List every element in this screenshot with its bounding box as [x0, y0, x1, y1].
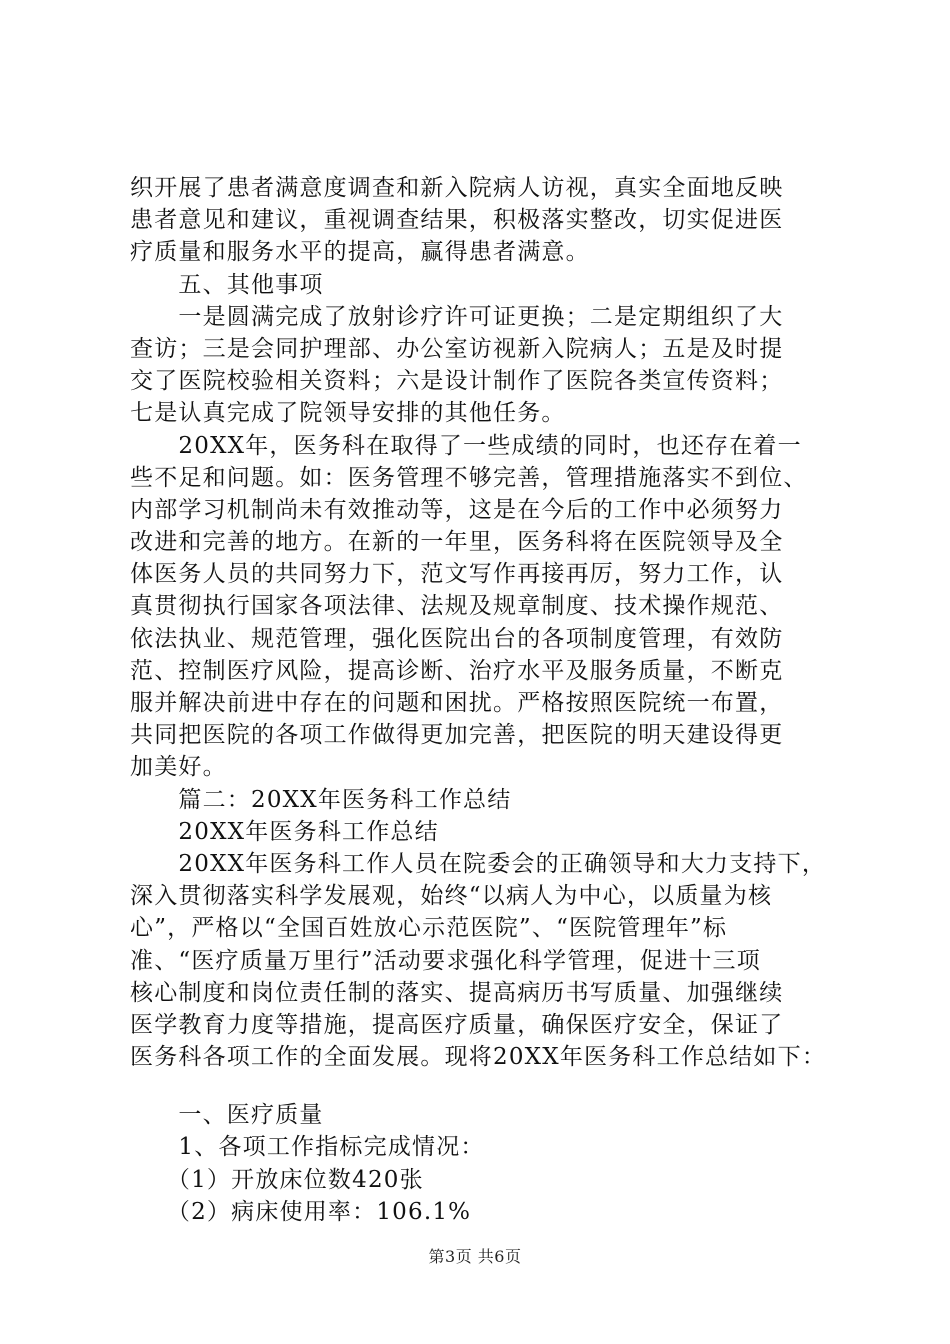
list-item: （2）病床使用率：106.1%: [130, 1198, 472, 1225]
article-heading: 篇二：20XX年医务科工作总结: [130, 786, 512, 813]
text-line: 些不足和问题。如：医务管理不够完善，管理措施落实不到位、: [130, 464, 808, 491]
text-line: 交了医院校验相关资料；六是设计制作了医院各类宣传资料；: [130, 368, 784, 395]
paragraph-gap: [130, 1073, 830, 1099]
text-line: 20XX年医务科工作人员在院委会的正确领导和大力支持下，: [130, 850, 827, 877]
section-heading: 一、医疗质量: [130, 1102, 324, 1129]
text-line: 织开展了患者满意度调查和新入院病人访视，真实全面地反映: [130, 175, 784, 201]
text-line: 一是圆满完成了放射诊疗许可证更换；二是定期组织了大: [130, 303, 784, 330]
text-line: 范、控制医疗风险，提高诊断、治疗水平及服务质量，不断克: [130, 657, 784, 684]
article-title: 20XX年医务科工作总结: [130, 818, 439, 845]
text-line: 依法执业、规范管理，强化医院出台的各项制度管理，有效防: [130, 625, 784, 652]
text-line: 核心制度和岗位责任制的落实、提高病历书写质量、加强继续: [130, 979, 784, 1006]
paragraph-block-1: [130, 172, 830, 1073]
text-line: 七是认真完成了院领导安排的其他任务。: [130, 400, 566, 427]
text-line: 服并解决前进中存在的问题和困扰。严格按照医院统一布置，: [130, 690, 784, 716]
text-line: 查访；三是会同护理部、办公室访视新入院病人；五是及时提: [130, 335, 784, 362]
text-line: 20XX年，医务科在取得了一些成绩的同时，也还存在着一: [130, 432, 802, 459]
section-heading: 五、其他事项: [130, 271, 324, 298]
page-number-footer: 第3页 共6页: [428, 1247, 522, 1266]
text-line: 改进和完善的地方。在新的一年里，医务科将在医院领导及全: [130, 529, 784, 556]
paragraph-block-2: [130, 1099, 830, 1228]
text-line: 真贯彻执行国家各项法律、法规及规章制度、技术操作规范、: [130, 593, 784, 620]
subsection-heading: 1、各项工作指标完成情况：: [130, 1134, 485, 1161]
text-line: 体医务人员的共同努力下，范文写作再接再厉，努力工作，认: [130, 561, 784, 588]
text-line: 内部学习机制尚未有效推动等，这是在今后的工作中必须努力: [130, 496, 784, 523]
text-line: 疗质量和服务水平的提高，赢得患者满意。: [130, 239, 590, 266]
text-line: 准、“医疗质量万里行”活动要求强化科学管理，促进十三项: [130, 947, 761, 974]
text-line: 心”，严格以“全国百姓放心示范医院”、“医院管理年”标: [130, 915, 728, 942]
text-line: 医学教育力度等措施，提高医疗质量，确保医疗安全，保证了: [130, 1011, 784, 1038]
text-line: 共同把医院的各项工作做得更加完善，把医院的明天建设得更: [130, 722, 784, 749]
text-line: 医务科各项工作的全面发展。现将20XX年医务科工作总结如下：: [130, 1044, 827, 1071]
text-line: 深入贯彻落实科学发展观，始终“以病人为中心，以质量为核: [130, 883, 773, 910]
list-item: （1）开放床位数420张: [130, 1166, 424, 1193]
document-body: [130, 172, 830, 1228]
text-line: 加美好。: [130, 754, 227, 781]
text-line: 患者意见和建议，重视调查结果，积极落实整改，切实促进医: [130, 207, 784, 234]
